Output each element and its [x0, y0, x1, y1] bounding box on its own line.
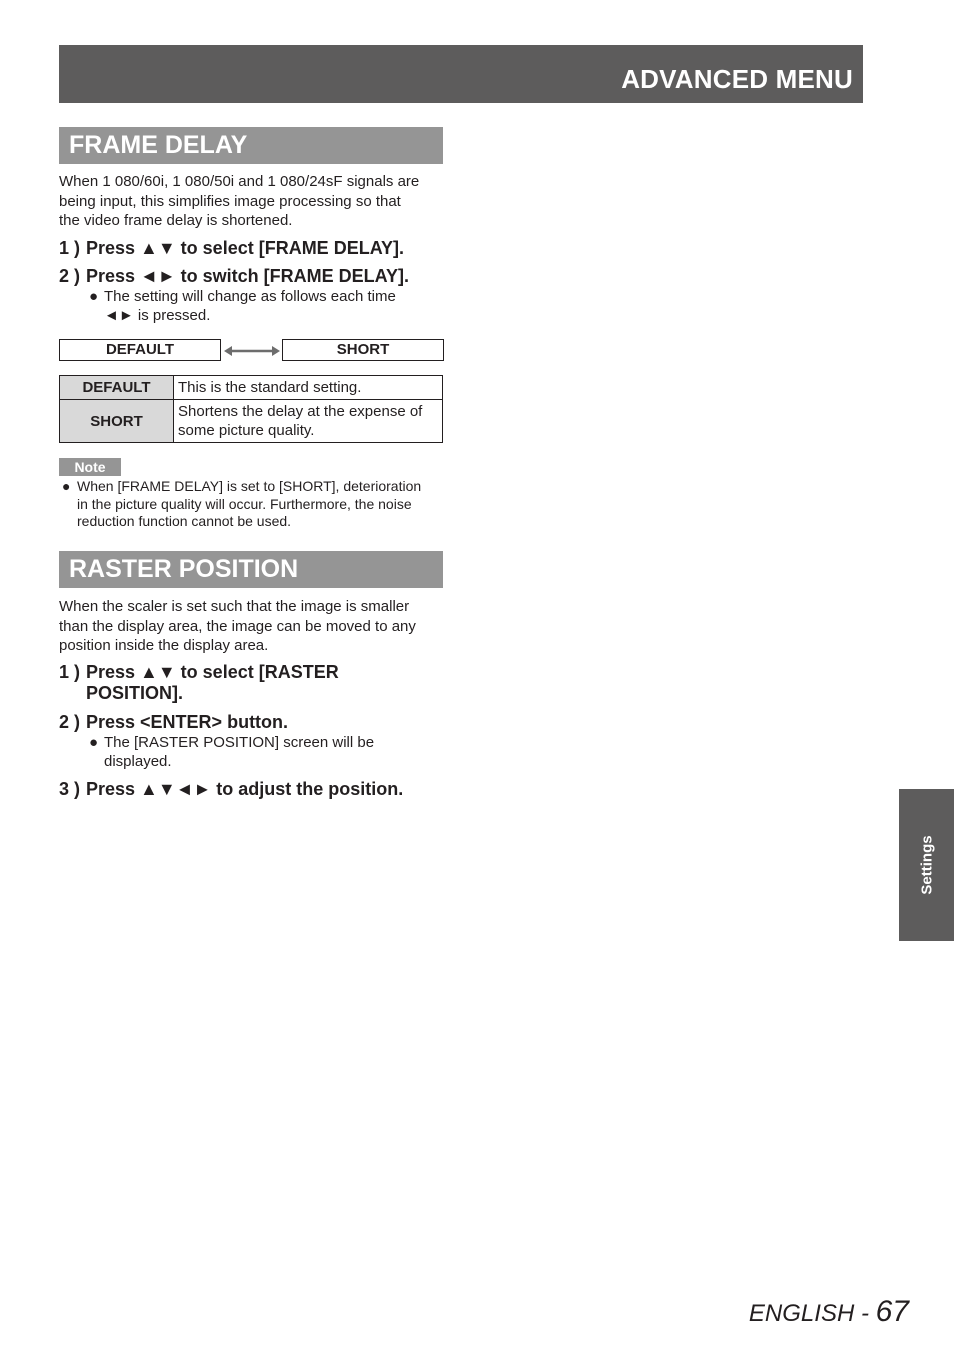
- frame-delay-options-table: [59, 375, 443, 443]
- step-number: 2 ): [59, 266, 81, 286]
- intro-line: When 1 080/60i, 1 080/50i and 1 080/24sF signals are: [59, 173, 420, 190]
- page-number: 67: [875, 1295, 909, 1328]
- desc-line: This is the standard setting.: [178, 379, 362, 396]
- bullet-line: The setting will change as follows each time: [104, 288, 396, 305]
- bullet-icon: ●: [89, 288, 99, 305]
- option-key: SHORT: [60, 400, 174, 443]
- option-key: DEFAULT: [60, 376, 174, 400]
- step-number: 1 ): [59, 238, 81, 258]
- raster-position-step-3: [59, 779, 449, 800]
- header-bar: [59, 45, 863, 103]
- step-text: [86, 662, 446, 704]
- table-row: [60, 400, 443, 443]
- section-raster-position-heading: [59, 551, 443, 588]
- note-line: When [FRAME DELAY] is set to [SHORT], deterioration: [77, 478, 422, 494]
- page-footer: [749, 1295, 909, 1329]
- note-label: Note: [59, 458, 121, 476]
- step-number: 3 ): [59, 779, 81, 799]
- footer-language: ENGLISH -: [748, 1300, 876, 1327]
- desc-line: some picture quality.: [178, 422, 315, 439]
- note-text: [62, 478, 447, 531]
- intro-line: than the display area, the image can be moved to any: [59, 617, 416, 635]
- option-desc: [174, 400, 443, 443]
- note-line: in the picture quality will occur. Furthermore, the noise: [77, 495, 412, 512]
- bullet-line: ◄► is pressed.: [104, 307, 211, 324]
- bullet-line: The [RASTER POSITION] screen will be: [104, 734, 375, 751]
- step-line: Press ▲▼ to select [RASTER: [86, 662, 339, 682]
- raster-position-step-1: [59, 662, 449, 704]
- double-arrow-icon: [224, 344, 280, 358]
- step-text: Press <ENTER> button.: [86, 712, 289, 732]
- raster-position-step-2: [59, 712, 449, 733]
- intro-line: being input, this simplifies image processing so that: [59, 192, 401, 210]
- side-tab-label: Settings: [918, 835, 935, 895]
- desc-line: Shortens the delay at the expense of: [178, 403, 423, 420]
- frame-delay-intro: [59, 172, 449, 231]
- step-text: Press ▲▼ to select [FRAME DELAY].: [86, 238, 405, 258]
- section-title: RASTER POSITION: [69, 555, 299, 583]
- switch-default-box: DEFAULT: [59, 339, 221, 361]
- table-row: [60, 376, 443, 400]
- note-line: reduction function cannot be used.: [77, 513, 292, 529]
- step-text: Press ▲▼◄► to adjust the position.: [86, 779, 404, 799]
- frame-delay-step-2-bullet: [89, 287, 434, 325]
- section-frame-delay-heading: [59, 127, 443, 164]
- bullet-icon: ●: [89, 734, 99, 751]
- step-text: Press ◄► to switch [FRAME DELAY].: [86, 266, 410, 286]
- raster-position-intro: [59, 597, 449, 656]
- step-number: 2 ): [59, 712, 81, 732]
- section-title: FRAME DELAY: [69, 131, 248, 159]
- side-tab-settings: [899, 789, 954, 941]
- raster-position-step-2-bullet: [89, 733, 434, 771]
- step-number: 1 ): [59, 662, 81, 682]
- bullet-icon: ●: [62, 478, 71, 494]
- bullet-line: displayed.: [104, 753, 172, 770]
- header-title: ADVANCED MENU: [621, 64, 853, 94]
- frame-delay-step-1: [59, 238, 449, 259]
- intro-line: When the scaler is set such that the image is smaller: [59, 598, 410, 615]
- step-line: POSITION].: [86, 683, 184, 703]
- intro-line: the video frame delay is shortened.: [59, 212, 293, 229]
- switch-short-box: SHORT: [282, 339, 444, 361]
- frame-delay-step-2: [59, 266, 449, 287]
- option-desc: [174, 376, 443, 400]
- intro-line: position inside the display area.: [59, 637, 269, 654]
